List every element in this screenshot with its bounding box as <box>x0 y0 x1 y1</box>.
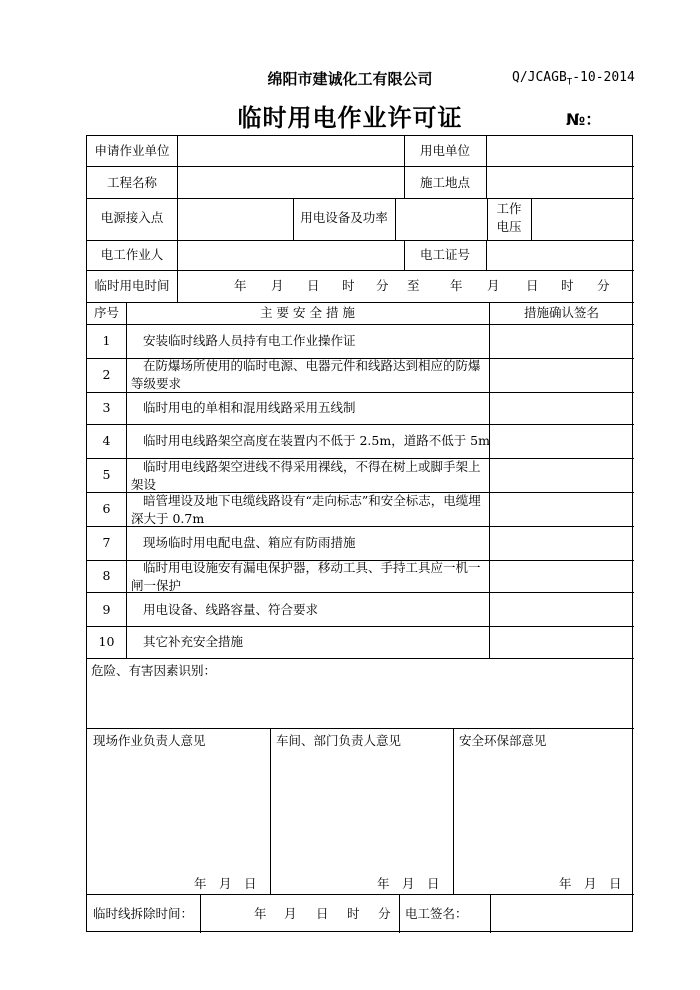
safety-dept-opinion-label: 安全环保部意见 <box>459 733 547 748</box>
removal-month: 月 <box>284 906 297 921</box>
col-measure-header: 主 要 安 全 措 施 <box>260 305 355 320</box>
dept-leader-opinion-label: 车间、部门负责人意见 <box>276 733 402 748</box>
measure-no: 10 <box>98 634 115 649</box>
code-sub: T <box>566 77 573 88</box>
form-title: 临时用电作业许可证 <box>237 104 463 132</box>
removal-minute: 分 <box>378 906 391 921</box>
measure-no: 8 <box>102 568 111 583</box>
time-to: 至 <box>407 278 420 293</box>
electrician-signature-label: 电工签名： <box>405 906 468 921</box>
col-divider <box>486 136 487 198</box>
time-year-end: 年 <box>450 278 463 293</box>
dept-leader-date: 年 月 日 <box>377 876 440 891</box>
power-unit-label: 用电单位 <box>419 143 470 158</box>
measure-text: 安装临时线路人员持有电工作业操作证 <box>143 333 356 348</box>
measure-no: 5 <box>102 467 111 482</box>
voltage-label-line1: 工作 <box>496 201 522 216</box>
measure-text: 暗管埋设及地下电缆线路设有“走向标志”和安全标志，电缆埋深大于 0.7m <box>131 493 481 526</box>
measure-no: 9 <box>102 602 111 617</box>
power-access-label: 电源接入点 <box>100 210 164 225</box>
row-divider <box>87 270 634 271</box>
col-divider <box>200 894 201 933</box>
permit-form <box>86 135 633 932</box>
measure-text: 其它补充安全措施 <box>143 634 244 649</box>
equipment-power-label: 用电设备及功率 <box>300 210 388 225</box>
time-year-start: 年 <box>234 278 247 293</box>
code-suffix: -10-2014 <box>572 70 635 85</box>
safety-dept-date: 年 月 日 <box>559 876 622 891</box>
applicant-unit-label: 申请作业单位 <box>94 143 170 158</box>
measure-no: 2 <box>102 367 111 382</box>
measure-no: 1 <box>102 333 111 348</box>
site-leader-date: 年 月 日 <box>194 876 257 891</box>
code-prefix: Q/JCAGB <box>512 70 567 85</box>
site-leader-opinion-label: 现场作业负责人意见 <box>93 733 206 748</box>
hazard-label: 危险、有害因素识别： <box>91 663 217 678</box>
row-divider <box>87 198 634 199</box>
removal-hour: 时 <box>347 906 360 921</box>
row-divider <box>87 324 634 325</box>
col-divider <box>490 894 491 933</box>
company-name: 绵阳市建诚化工有限公司 <box>267 70 433 88</box>
row-divider <box>87 658 634 659</box>
measure-no: 7 <box>102 535 111 550</box>
col-divider <box>486 240 487 270</box>
measure-text: 临时用电的单相和混用线路采用五线制 <box>143 400 356 415</box>
time-hour-start: 时 <box>342 278 355 293</box>
electrician-label: 电工作业人 <box>100 247 164 262</box>
measure-text: 在防爆场所使用的临时电源、电器元件和线路达到相应的防爆等级要求 <box>131 358 481 391</box>
col-divider <box>270 728 271 894</box>
removal-day: 日 <box>316 906 329 921</box>
voltage-label-line2: 电压 <box>496 219 522 234</box>
measure-no: 3 <box>102 400 111 415</box>
col-no-header: 序号 <box>93 305 119 320</box>
col-divider <box>177 136 178 302</box>
site-label: 施工地点 <box>419 175 470 190</box>
col-divider <box>489 302 490 658</box>
measure-no: 6 <box>102 501 111 516</box>
time-month-end: 月 <box>487 278 500 293</box>
row-divider <box>87 240 634 241</box>
col-divider <box>126 302 127 658</box>
col-divider <box>453 728 454 894</box>
time-hour-end: 时 <box>561 278 574 293</box>
measure-no: 4 <box>102 433 111 448</box>
col-divider <box>531 198 532 240</box>
time-month-start: 月 <box>271 278 284 293</box>
col-divider <box>395 198 396 240</box>
measure-text: 用电设备、线路容量、符合要求 <box>143 602 319 617</box>
number-label: №： <box>566 110 602 129</box>
col-sign-header: 措施确认签名 <box>523 305 599 320</box>
removal-time-label: 临时线拆除时间： <box>93 906 194 921</box>
time-day-end: 日 <box>526 278 539 293</box>
project-name-label: 工程名称 <box>106 175 157 190</box>
row-divider <box>87 424 634 425</box>
row-divider <box>87 302 634 303</box>
row-divider <box>87 728 634 729</box>
document-code <box>512 70 635 88</box>
measure-text: 临时用电设施安有漏电保护器，移动工具、手持工具应一机一闸一保护 <box>131 560 481 593</box>
measure-text: 现场临时用电配电盘、箱应有防雨措施 <box>143 535 356 550</box>
measure-text: 临时用电线路架空进线不得采用裸线，不得在树上或脚手架上架设 <box>131 459 481 492</box>
time-minute-start: 分 <box>376 278 389 293</box>
time-minute-end: 分 <box>597 278 610 293</box>
row-divider <box>87 626 634 627</box>
row-divider <box>87 894 634 895</box>
time-day-start: 日 <box>307 278 320 293</box>
removal-year: 年 <box>254 906 267 921</box>
electrician-cert-label: 电工证号 <box>419 247 470 262</box>
col-divider <box>399 894 400 933</box>
time-label: 临时用电时间 <box>94 278 170 293</box>
row-divider <box>87 166 634 167</box>
measure-text: 临时用电线路架空高度在装置内不低于 2.5m，道路不低于 5m <box>143 433 490 448</box>
